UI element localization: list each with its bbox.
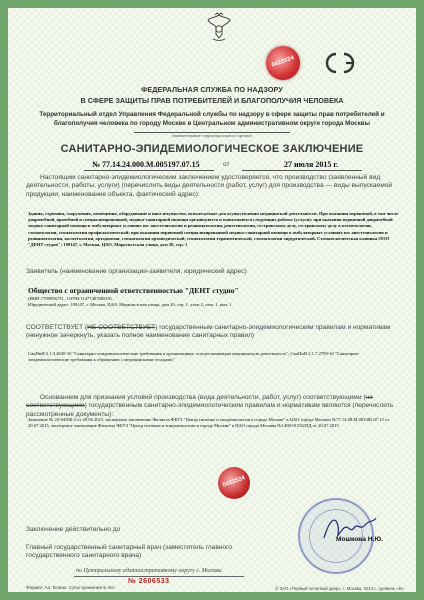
validity-statement: Заключение действительно до bbox=[26, 526, 121, 533]
stamp-number: 0422524 bbox=[221, 475, 246, 489]
certification-mark-icon bbox=[322, 50, 364, 76]
signer-title: Главный государственный санитарный врач (заместитель главного государственного санитарного врача) bbox=[26, 544, 233, 560]
document-number bbox=[92, 160, 200, 169]
agency-name-line2: В СФЕРЕ ЗАЩИТЫ ПРАВ ПОТРЕБИТЕЛЕЙ И БЛАГОПОЛУЧИЯ ЧЕЛОВЕКА bbox=[80, 96, 344, 105]
compliance-prefix: СООТВЕТСТВУЕТ ( bbox=[26, 324, 88, 331]
security-hologram bbox=[266, 46, 300, 80]
footer-format: Формат А4. Бланк. Срок хранения 5 лет. bbox=[26, 586, 116, 591]
date-prefix: от bbox=[223, 161, 230, 168]
department-name: Территориальный отдел Управления Федеральной службы по надзору в сфере защиты прав потребителей и благополучия человека по городу Москве в Центральном административном округе города Москвы bbox=[39, 111, 385, 127]
applicant-label: Заявитель (наименование организации-заявителя, юридический адрес) bbox=[26, 268, 247, 275]
document-date: 27 июля 2015 г. bbox=[284, 160, 339, 169]
hologram-number: 0422524 bbox=[270, 55, 295, 69]
authority-hint: (наименование территориального органа) bbox=[172, 133, 252, 138]
hologram-stamp bbox=[218, 467, 250, 499]
number-value: 77.14.24.000.М.005197.07.15 bbox=[102, 160, 200, 169]
compliance-suffix: ) государственным санитарно-эпидемиологическим правилам и нормативам (ненужное зачеркнуть, указать полное наименование санитарных правил) bbox=[26, 324, 391, 340]
noncompliance-struck: НЕ СООТВЕТСТВУЕТ bbox=[87, 324, 156, 331]
number-underline bbox=[84, 170, 214, 171]
applicant-company: Общество с ограниченной ответственностью "ДЕНТ студио" bbox=[28, 286, 239, 295]
basis-struck: не соответствующими bbox=[26, 394, 373, 410]
signer-name: Мошкова Н.Ю. bbox=[336, 536, 383, 543]
compliance-statement bbox=[26, 324, 400, 341]
russian-coat-of-arms-icon bbox=[204, 12, 234, 44]
scope-statement: Настоящим санитарно-эпидемиологическим заключением удостоверяется, что производство (заявленный вид деятельности, работы, услуги) (перечислить виды деятельности (работ, услуг) для производства — виды выпускаемой продукции; наименование объекта, фактический адрес): bbox=[26, 174, 393, 198]
footer-printer: © ЗАО «Первый печатный двор», г. Москва, 2014 г., уровень «В» bbox=[275, 586, 404, 591]
serial-number: № 2606533 bbox=[128, 578, 170, 585]
scope-details: Здания, строения, сооружения, помещения, оборудование и иное имущество, используемые для осуществления медицинской деятельности. При оказании первичной, в том числе доврачебной, врачебной и специализированной, медико-санитарной помощи организуются и выполняются следующие работы (услуги): при оказании первичной доврачебной медико-санитарной помощи в амбулаторных условиях по: анестезиологии и реаниматологии, рентгенологии, сестринскому делу, сестринскому делу в косметологии, стоматологии, стоматологии профилактической; при оказании первичной специализированной медико-санитарной помощи в амбулаторных условиях по: анестезиологии и реаниматологии, косметологии, ортодонтии, стоматологии ортопедической, стоматологии терапевтической, стоматологии хирургической. Стоматологическая клиника ООО "ДЕНТ студио"; 109147, г. Москва, ЦАО, Марксистская улица, дом 20, стр. 1 bbox=[28, 211, 399, 248]
organization-underline bbox=[74, 576, 244, 577]
applicant-details-block bbox=[28, 296, 400, 308]
basis-documents: Заявление № 23-04308-2 от 29.06.2015, экспертное заключение Филиала ФБУЗ "Центр гигиены и эпидемиологии в городе Москве" в ЦАО города Москвы №77.14.08.М.003382.07.15 от 20.07.2015, экспертное заключение Филиала ФБУЗ "Центр гигиены и эпидемиологии в городе Москве" в ЦАО города Москвы №1408-01532/ПД от 20.07.2015 bbox=[28, 417, 390, 429]
certificate-content bbox=[14, 12, 410, 591]
date-underline bbox=[242, 170, 362, 171]
document-title: САНИТАРНО-ЭПИДЕМИОЛОГИЧЕСКОЕ ЗАКЛЮЧЕНИЕ bbox=[60, 143, 364, 155]
applicant-ids: (ИНН:7709956751 , ОГРН:1147746706910) bbox=[28, 296, 112, 301]
basis-statement bbox=[26, 394, 400, 419]
basis-suffix: ) государственным санитарно-эпидемиологическим правилам и нормативам являются (перечислить рассмотренные документы): bbox=[26, 402, 394, 418]
number-label: № bbox=[92, 160, 101, 169]
sanitary-rules: СанПиН 2.1.3.2630-10 "Санитарно-эпидемиологические требования к организациям, осуществляющим медицинскую деятельность"; СанПиН 2.1.7.2790-10 "Санитарно-эпидемиологические требования к обращению с медицинскими отходами" bbox=[28, 351, 360, 363]
basis-prefix: Основанием для признания условий производства (вида деятельности, работ, услуг) соответствующими ( bbox=[40, 394, 366, 401]
agency-name-line1: ФЕДЕРАЛЬНАЯ СЛУЖБА ПО НАДЗОРУ bbox=[141, 85, 283, 94]
signer-organization: по Центральному административному округу г. Москвы bbox=[76, 568, 222, 574]
applicant-address: Юридический адрес: 109147, г. Москва, ЦАО, Марксистская улица, дом 20, стр. 1, этаж 2, пом. 1, ком. 1 bbox=[28, 302, 232, 308]
